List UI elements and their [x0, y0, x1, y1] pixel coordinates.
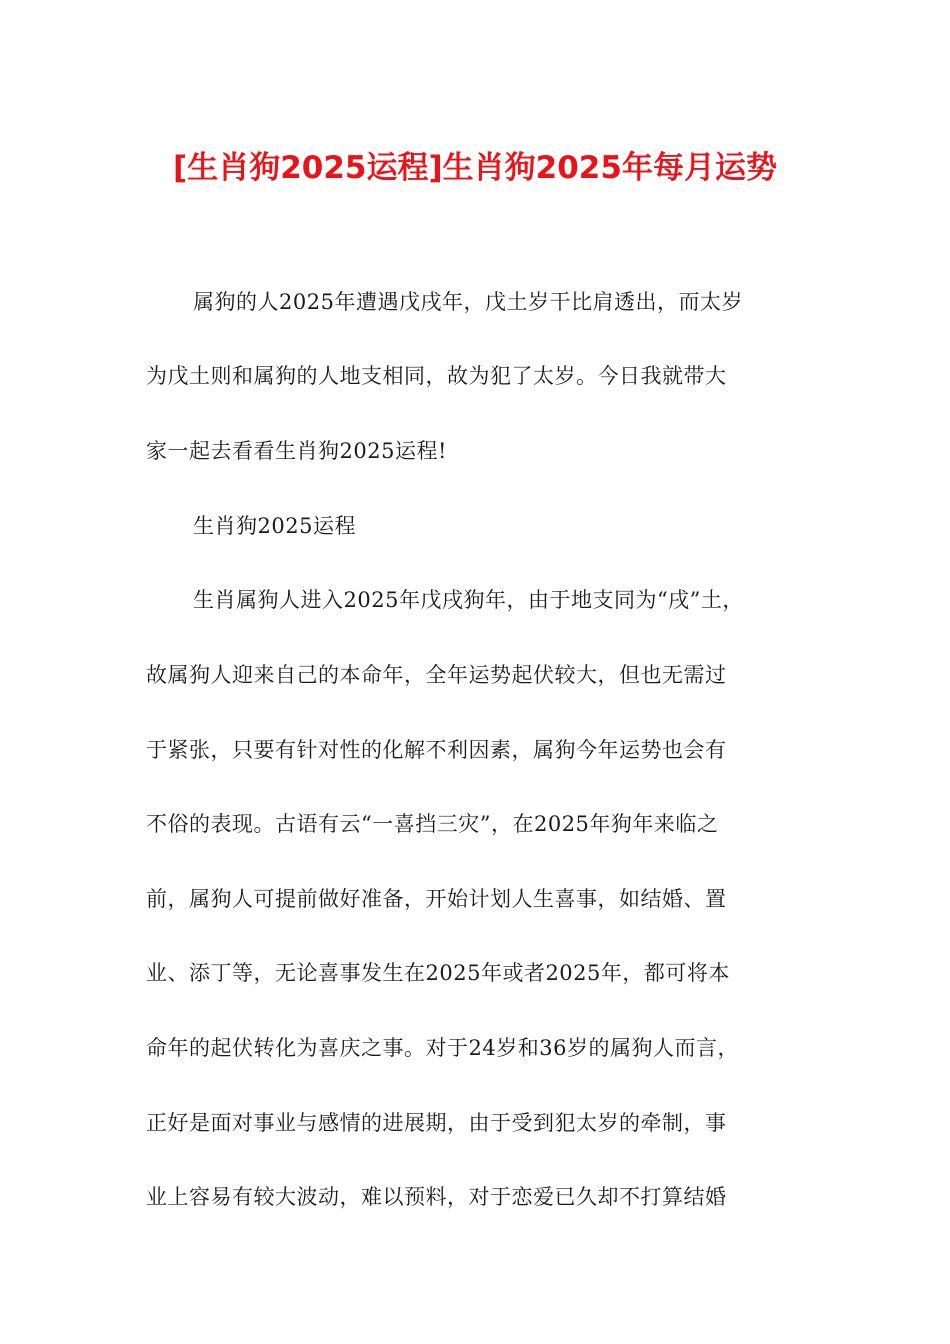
paragraph-2-line-4: 不俗的表现。古语有云“一喜挡三灾”，在2025年狗年来临之	[146, 812, 719, 836]
paragraph-1-line-3: 家一起去看看生肖狗2025运程!	[146, 439, 447, 463]
section-heading: 生肖狗2025运程	[193, 514, 356, 538]
paragraph-2-line-5: 前，属狗人可提前做好准备，开始计划人生喜事，如结婚、置	[146, 887, 727, 911]
paragraph-2-line-9: 业上容易有较大波动，难以预料，对于恋爱已久却不打算结婚	[146, 1185, 727, 1209]
paragraph-2-line-8: 正好是面对事业与感情的进展期，由于受到犯太岁的牵制，事	[146, 1111, 727, 1135]
paragraph-2-line-7: 命年的起伏转化为喜庆之事。对于24岁和36岁的属狗人而言，	[146, 1036, 739, 1060]
paragraph-2-line-3: 于紧张，只要有针对性的化解不利因素，属狗今年运势也会有	[146, 738, 727, 762]
paragraph-1-line-1: 属狗的人2025年遭遇戊戌年，戊土岁干比肩透出，而太岁	[193, 290, 743, 314]
paragraph-2-line-2: 故属狗人迎来自己的本命年，全年运势起伏较大，但也无需过	[146, 663, 727, 687]
document-title: [生肖狗2025运程]生肖狗2025年每月运势	[173, 150, 777, 186]
paragraph-2-line-1: 生肖属狗人进入2025年戊戌狗年，由于地支同为“戌”土，	[193, 588, 744, 612]
paragraph-2-line-6: 业、添丁等，无论喜事发生在2025年或者2025年，都可将本	[146, 961, 730, 985]
paragraph-1-line-2: 为戊土则和属狗的人地支相同，故为犯了太岁。今日我就带大	[146, 364, 727, 388]
